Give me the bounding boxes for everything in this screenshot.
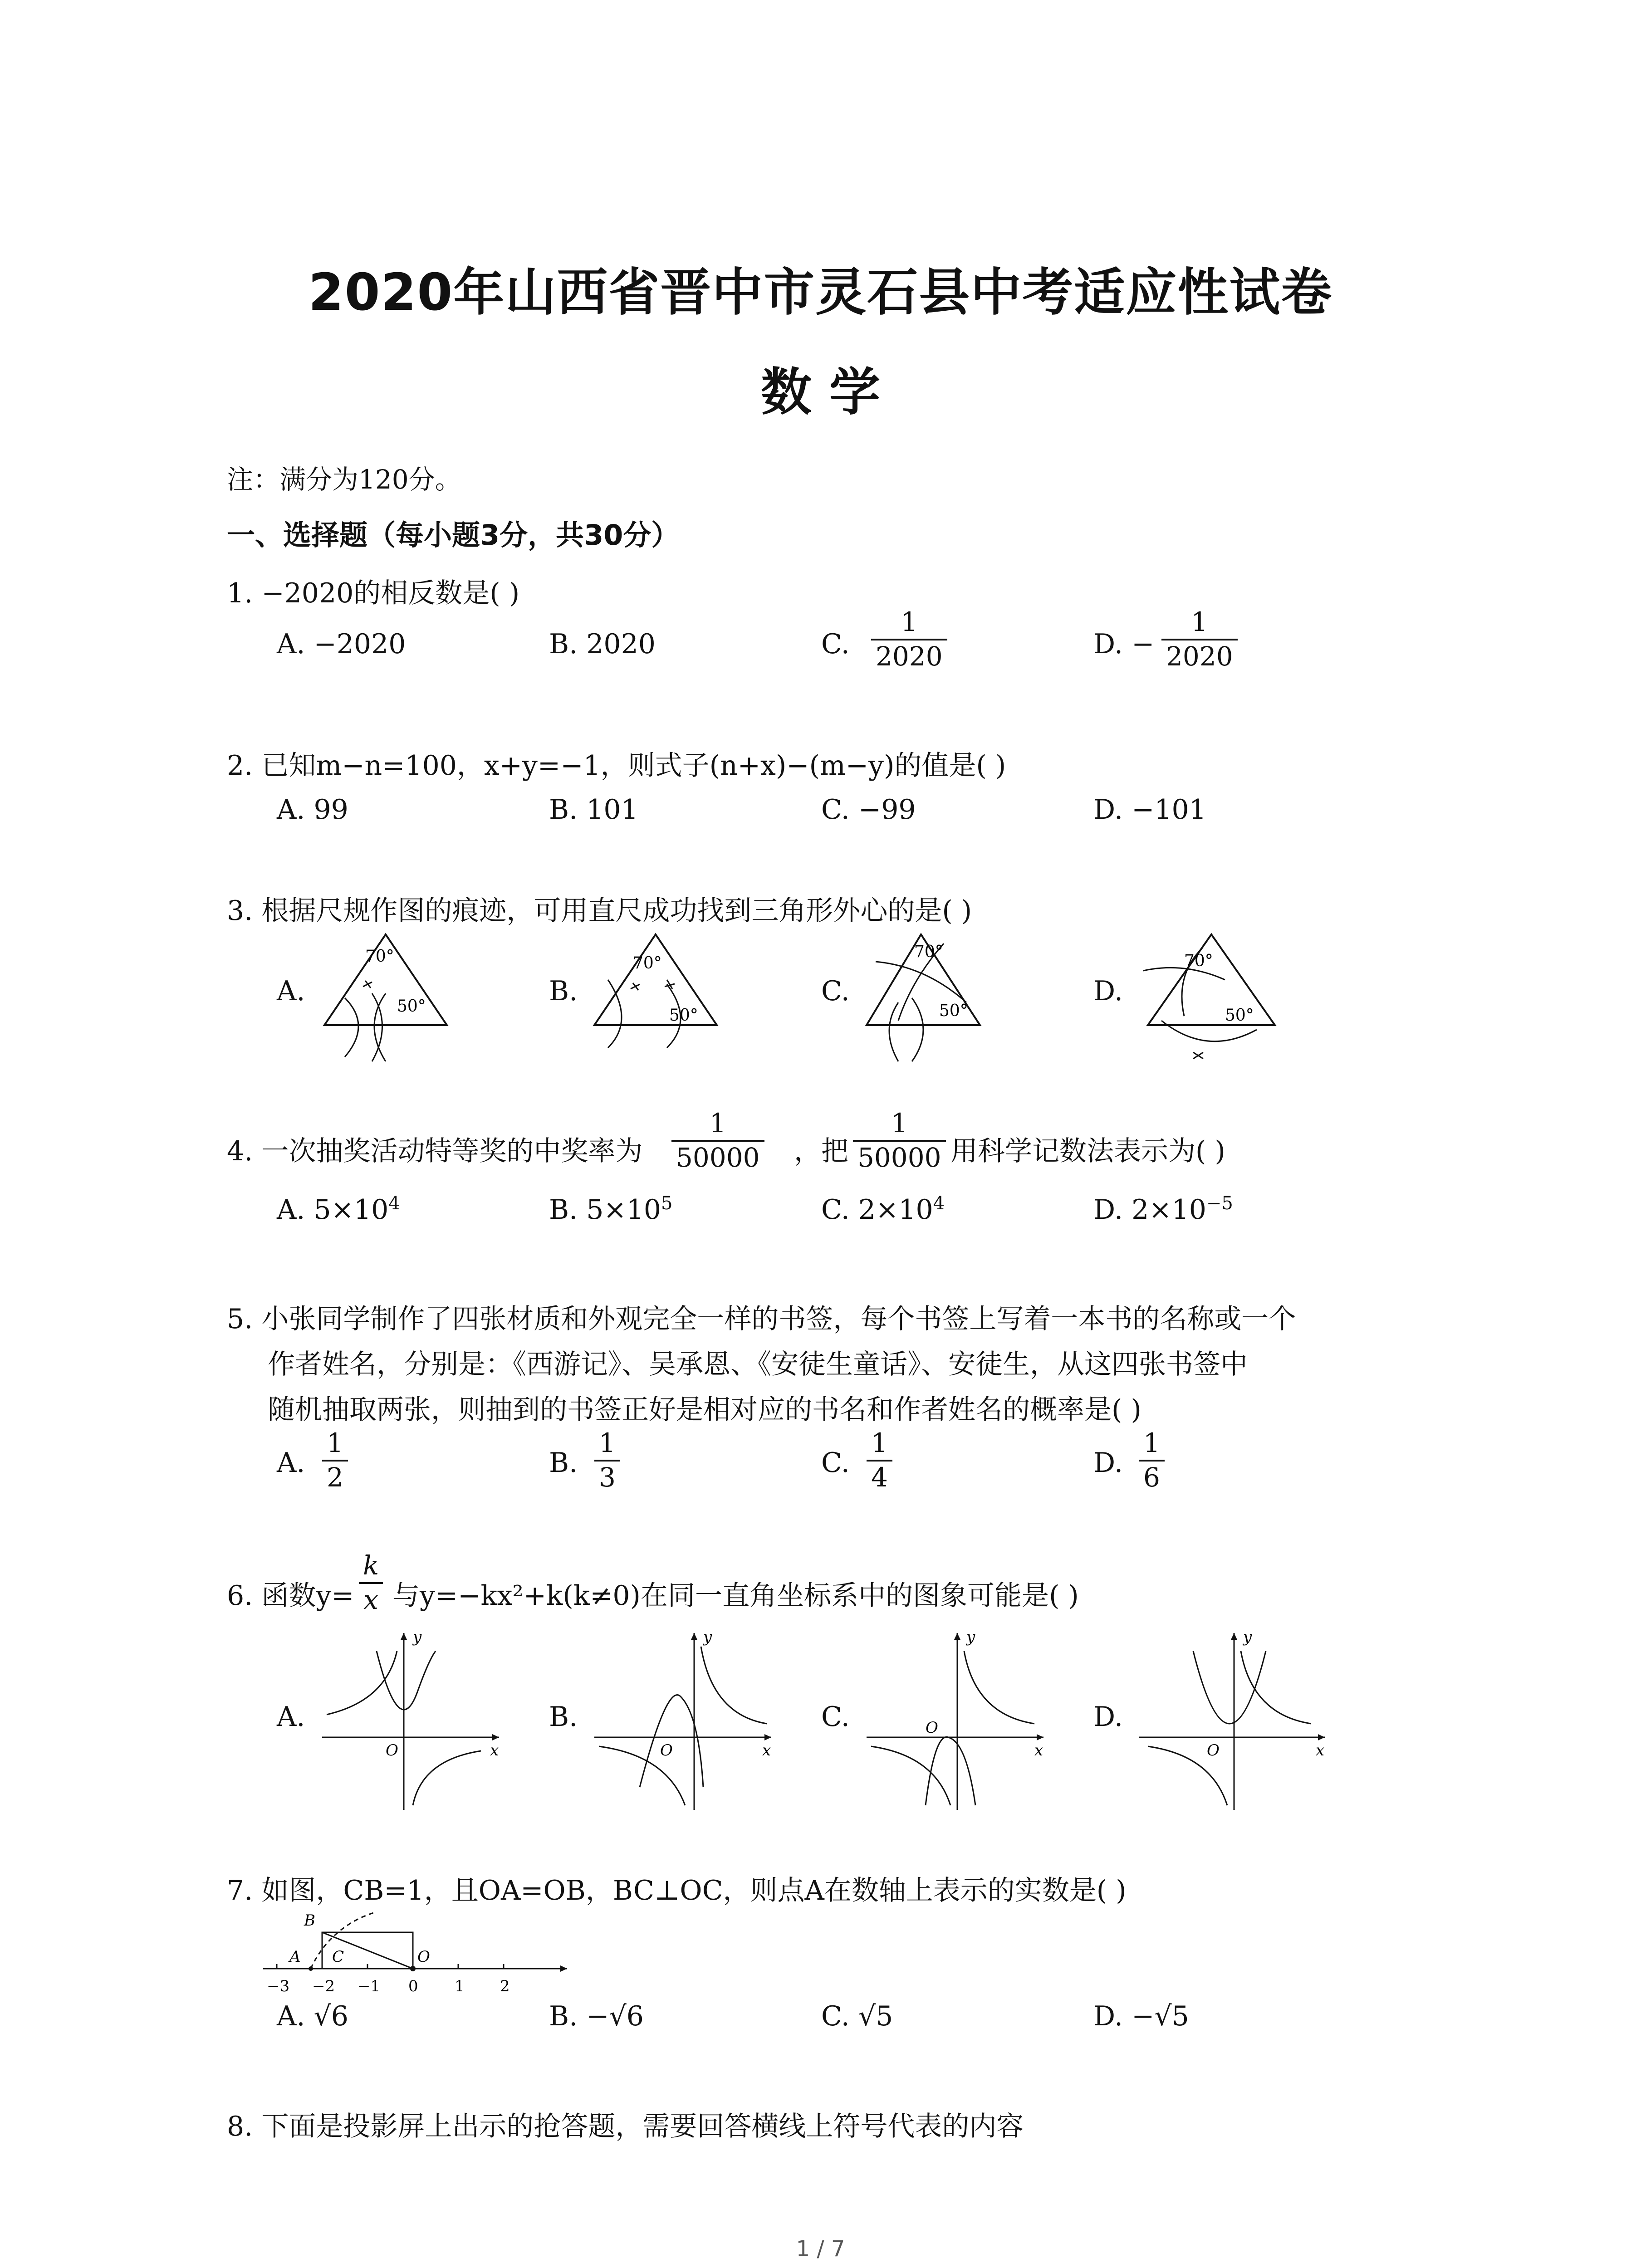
question-7-stem: 7. 如图，CB=1，且OA=OB，BC⊥OC，则点A在数轴上表示的实数是( ) bbox=[227, 1875, 1127, 1906]
question-6-stem-prefix: 6. 函数y= bbox=[227, 1580, 354, 1612]
exam-title: 2020年山西省晋中市灵石县中考适应性试卷 bbox=[308, 263, 1333, 322]
q7-option-d: D. −√5 bbox=[1093, 2000, 1189, 2032]
svg-text:1: 1 bbox=[455, 1977, 465, 1995]
q4-option-d: D. $2\times 10^{-5}$ bbox=[1093, 1193, 1233, 1226]
q4-fraction-2: $\frac{1}{50000}$ bbox=[853, 1109, 946, 1173]
svg-text:70°: 70° bbox=[1184, 952, 1213, 970]
q3-triangle-b bbox=[590, 930, 726, 1066]
q1-option-c-label: C. bbox=[821, 628, 850, 660]
question-5-line-2: 作者姓名，分别是：《西游记》、吴承恩、《安徒生童话》、安徒生，从这四张书签中 bbox=[268, 1349, 1248, 1380]
svg-text:A: A bbox=[289, 1948, 301, 1966]
question-4-stem-prefix: 4. 一次抽奖活动特等奖的中奖率为 bbox=[227, 1135, 643, 1167]
q5-option-c-fraction: $\frac{1}{4}$ bbox=[867, 1429, 892, 1492]
q1-option-b: B. 2020 bbox=[549, 628, 656, 660]
svg-text:O: O bbox=[386, 1741, 398, 1760]
svg-text:y: y bbox=[1243, 1628, 1252, 1646]
q5-option-a-label: A. bbox=[277, 1447, 305, 1479]
svg-text:−3: −3 bbox=[267, 1977, 290, 1995]
svg-text:50°: 50° bbox=[1225, 1006, 1254, 1025]
q5-option-a-fraction: $\frac{1}{2}$ bbox=[322, 1429, 348, 1492]
q7-option-b: B. −√6 bbox=[549, 2000, 644, 2032]
svg-text:O: O bbox=[1207, 1741, 1220, 1760]
svg-text:O: O bbox=[417, 1948, 430, 1966]
question-8-stem: 8. 下面是投影屏上出示的抢答题，需要回答横线上符号代表的内容 bbox=[227, 2111, 1024, 2142]
svg-text:0: 0 bbox=[408, 1977, 418, 1995]
q6-graph-c bbox=[862, 1624, 1053, 1814]
q6-option-a: A. bbox=[277, 1701, 305, 1733]
svg-text:C: C bbox=[332, 1948, 344, 1966]
question-5-line-3: 随机抽取两张，则抽到的书签正好是相对应的书名和作者姓名的概率是( ) bbox=[268, 1394, 1141, 1426]
q5-option-c-label: C. bbox=[821, 1447, 850, 1479]
question-2-stem: 2. 已知m−n=100，x+y=−1，则式子(n+x)−(m−y)的值是( ) bbox=[227, 750, 1006, 782]
q3-option-b: B. bbox=[549, 975, 578, 1007]
svg-text:2: 2 bbox=[500, 1977, 510, 1995]
svg-text:70°: 70° bbox=[914, 943, 943, 961]
q5-option-d-label: D. bbox=[1093, 1447, 1123, 1479]
svg-text:O: O bbox=[926, 1719, 938, 1737]
question-5-line-1: 5. 小张同学制作了四张材质和外观完全一样的书签，每个书签上写着一本书的名称或一个 bbox=[227, 1303, 1296, 1335]
q7-option-c: C. √5 bbox=[821, 2000, 893, 2032]
q6-graph-a bbox=[318, 1624, 508, 1814]
q4-fraction-1: $\frac{1}{50000}$ bbox=[671, 1109, 764, 1173]
svg-text:y: y bbox=[703, 1628, 712, 1646]
q4-option-b: B. $5\times 10^5$ bbox=[549, 1193, 673, 1226]
q3-option-d: D. bbox=[1093, 975, 1123, 1007]
q3-triangle-a bbox=[318, 930, 454, 1066]
q5-option-b-label: B. bbox=[549, 1447, 578, 1479]
q3-option-c: C. bbox=[821, 975, 850, 1007]
question-4-stem-mid: ，把 bbox=[794, 1135, 848, 1167]
section-heading: 一、选择题（每小题3分，共30分） bbox=[227, 518, 680, 552]
svg-text:y: y bbox=[413, 1628, 422, 1646]
q2-option-a: A. 99 bbox=[277, 794, 348, 826]
svg-text:x: x bbox=[1034, 1741, 1043, 1760]
question-1-stem: 1. −2020的相反数是( ) bbox=[227, 577, 520, 609]
svg-text:B: B bbox=[304, 1911, 315, 1930]
q3-option-a: A. bbox=[277, 975, 305, 1007]
q6-fraction-k-over-x: $\frac{k}{x}$ bbox=[358, 1551, 383, 1615]
q7-option-a: A. √6 bbox=[277, 2000, 348, 2032]
q5-option-d-fraction: $\frac{1}{6}$ bbox=[1139, 1429, 1165, 1492]
svg-text:70°: 70° bbox=[365, 947, 394, 966]
svg-text:70°: 70° bbox=[633, 954, 662, 973]
q6-option-d: D. bbox=[1093, 1701, 1123, 1733]
svg-text:y: y bbox=[966, 1628, 975, 1646]
q3-triangle-d bbox=[1134, 930, 1288, 1066]
svg-text:x: x bbox=[762, 1741, 771, 1760]
q6-option-b: B. bbox=[549, 1701, 578, 1733]
score-note: 注：满分为120分。 bbox=[227, 464, 461, 495]
question-6-stem-suffix: 与y=−kx²+k(k≠0)在同一直角坐标系中的图象可能是( ) bbox=[392, 1580, 1079, 1612]
q6-option-c: C. bbox=[821, 1701, 850, 1733]
q4-option-c: C. $2\times 10^4$ bbox=[821, 1193, 945, 1226]
svg-text:O: O bbox=[660, 1741, 673, 1760]
q6-graph-b bbox=[590, 1624, 780, 1814]
svg-text:x: x bbox=[490, 1741, 499, 1760]
svg-text:50°: 50° bbox=[939, 1002, 968, 1020]
q2-option-b: B. 101 bbox=[549, 794, 638, 826]
svg-text:50°: 50° bbox=[397, 997, 426, 1016]
svg-text:−2: −2 bbox=[312, 1977, 335, 1995]
svg-text:x: x bbox=[1316, 1741, 1325, 1760]
svg-text:−1: −1 bbox=[358, 1977, 381, 1995]
q7-number-line-figure bbox=[259, 1905, 576, 2005]
question-4-stem-suffix: 用科学记数法表示为( ) bbox=[950, 1135, 1225, 1167]
q2-option-d: D. −101 bbox=[1093, 794, 1206, 826]
q5-option-b-fraction: $\frac{1}{3}$ bbox=[594, 1429, 620, 1492]
svg-text:50°: 50° bbox=[669, 1006, 698, 1025]
q6-graph-d bbox=[1134, 1624, 1334, 1814]
page-number: 1 / 7 bbox=[796, 2236, 845, 2262]
q1-option-c-fraction: $\frac{1}{2020}$ bbox=[871, 608, 947, 671]
q3-triangle-c bbox=[862, 930, 998, 1066]
q2-option-c: C. −99 bbox=[821, 794, 916, 826]
question-3-stem: 3. 根据尺规作图的痕迹，可用直尺成功找到三角形外心的是( ) bbox=[227, 895, 972, 927]
q1-option-d-fraction: $\frac{1}{2020}$ bbox=[1161, 608, 1238, 671]
q1-option-d-label: D. − bbox=[1093, 628, 1155, 660]
q1-option-a: A. −2020 bbox=[277, 628, 406, 660]
subject-title: 数 学 bbox=[761, 363, 880, 422]
q4-option-a: A. $5\times 10^4$ bbox=[277, 1193, 400, 1226]
